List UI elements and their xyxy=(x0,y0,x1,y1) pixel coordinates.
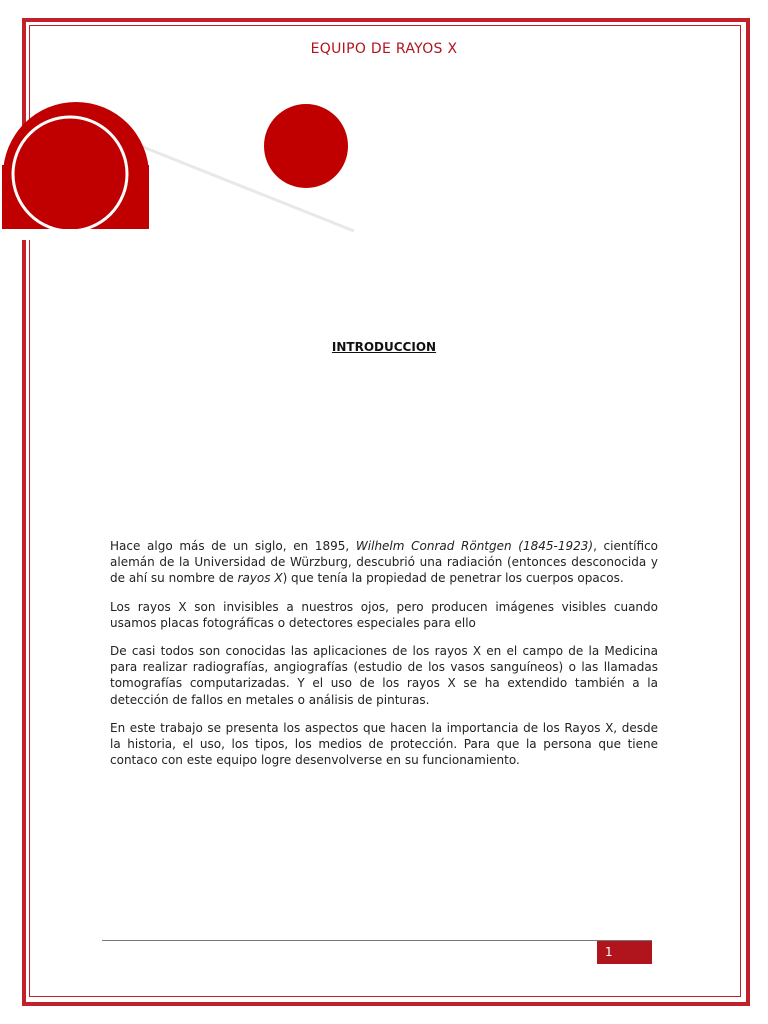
small-red-circle xyxy=(262,102,350,190)
paragraph-1 xyxy=(110,538,658,587)
paragraph-1-part: ) que tenía la propiedad de penetrar los cuerpos opacos. xyxy=(282,571,624,586)
paragraph-3: De casi todos son conocidas las aplicaciones de los rayos X en el campo de la Medicina para realizar radiografías, angiografías (estudio de los vasos sanguíneos) o las llamadas tomografías computarizadas. Y el uso de los rayos X se ha extendido también a la detección de fallos en metales o análisis de pinturas. xyxy=(110,644,658,707)
paragraph-2: Los rayos X son invisibles a nuestros ojos, pero producen imágenes visibles cuando usamos placas fotográficas o detectores especiales para ello xyxy=(110,599,658,630)
section-title: INTRODUCCION xyxy=(331,340,437,354)
page-header: EQUIPO DE RAYOS X xyxy=(310,41,458,57)
footer-divider xyxy=(102,940,652,941)
paragraph-1-term: rayos X xyxy=(237,571,283,586)
decorative-circles xyxy=(0,95,380,240)
paragraph-4: En este trabajo se presenta los aspectos que hacen la importancia de los Rayos X, desde la historia, el uso, los tipos, los medios de protección. Para que la persona que tiene contaco con este equipo logre desenvolverse en su funcionamiento. xyxy=(110,720,658,768)
paragraph-1-part: , científico alemán de la Universidad de Würzburg, descubrió una radiación (entonces desconocida y de ahí su nombre de xyxy=(110,539,659,586)
paragraph-1-part: Hace algo más de un siglo, en 1895, xyxy=(110,539,356,553)
page-number: 1 xyxy=(597,941,652,964)
paragraph-1-name: Wilhelm Conrad Röntgen (1845-1923) xyxy=(355,539,594,553)
body-text xyxy=(110,538,658,780)
